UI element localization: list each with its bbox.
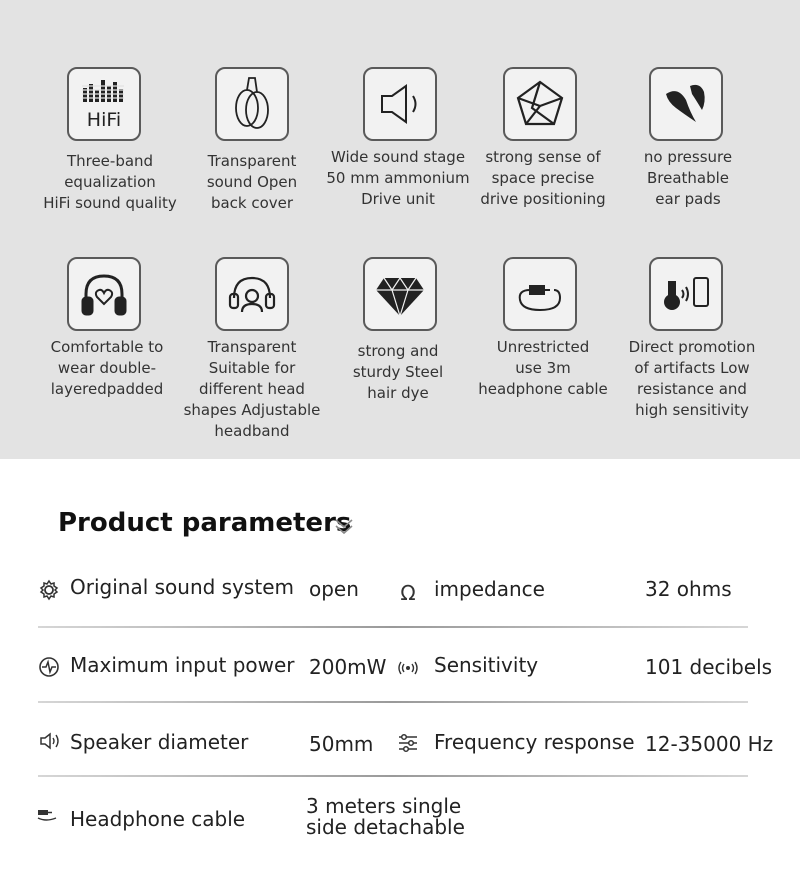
feature-text: Transparent Suitable for different head shapes Adjustable headband xyxy=(183,338,321,440)
pulse-icon xyxy=(38,656,60,678)
param-value: 32 ohms xyxy=(645,577,732,601)
param-value: 101 decibels xyxy=(645,655,773,679)
param-label: Maximum input power xyxy=(70,653,295,677)
feature-text: strong sense of space precise drive positioning xyxy=(480,148,606,208)
row-divider xyxy=(38,626,748,628)
feature-text: Three-band equalization HiFi sound quality xyxy=(43,152,177,212)
feature-text: Comfortable to wear double- layeredpadded xyxy=(50,338,164,398)
open-back-cover-icon xyxy=(215,67,289,141)
param-value: open xyxy=(309,577,359,601)
gear-icon xyxy=(38,579,60,601)
row-divider xyxy=(38,775,748,777)
feature-text: Wide sound stage 50 mm ammonium Drive unit xyxy=(326,148,470,208)
chevron-down-icon xyxy=(333,516,355,538)
sliders-icon xyxy=(397,732,419,754)
row-divider xyxy=(38,701,748,703)
param-label: impedance xyxy=(434,577,545,601)
feature-text: no pressure Breathable ear pads xyxy=(643,148,733,208)
param-value: 3 meters single side detachable xyxy=(306,794,465,839)
heart-headphones-icon xyxy=(67,257,141,331)
head-headphones-icon xyxy=(215,257,289,331)
device-signal-icon xyxy=(649,257,723,331)
plug-icon xyxy=(36,804,58,826)
speaker-icon xyxy=(363,67,437,141)
speaker-volume-icon xyxy=(38,730,60,752)
signal-icon xyxy=(397,657,419,679)
param-label: Headphone cable xyxy=(70,807,246,831)
feature-text: Unrestricted use 3m headphone cable xyxy=(478,338,608,398)
feature-text: strong and sturdy Steel hair dye xyxy=(352,342,444,402)
param-label: Speaker diameter xyxy=(70,730,249,754)
omega-icon xyxy=(397,581,419,603)
svg-text:Ω: Ω xyxy=(400,581,416,603)
param-label: Sensitivity xyxy=(434,653,539,677)
cable-icon xyxy=(503,257,577,331)
feature-text: Transparent sound Open back cover xyxy=(206,152,298,212)
feather-icon xyxy=(649,67,723,141)
param-value: 50mm xyxy=(309,732,374,756)
param-label: Original sound system xyxy=(70,575,294,599)
param-value: 200mW xyxy=(309,655,387,679)
param-value: 12-35000 Hz xyxy=(645,732,774,756)
feature-text: Direct promotion of artifacts Low resistance and high sensitivity xyxy=(628,338,756,419)
section-title: Product parameters xyxy=(58,508,352,538)
hifi-icon-text: HiFi xyxy=(86,109,122,131)
diamond-icon xyxy=(363,257,437,331)
hifi-equalizer-icon xyxy=(67,67,141,141)
pentagon-icon xyxy=(503,67,577,141)
param-label: Frequency response xyxy=(434,730,635,754)
